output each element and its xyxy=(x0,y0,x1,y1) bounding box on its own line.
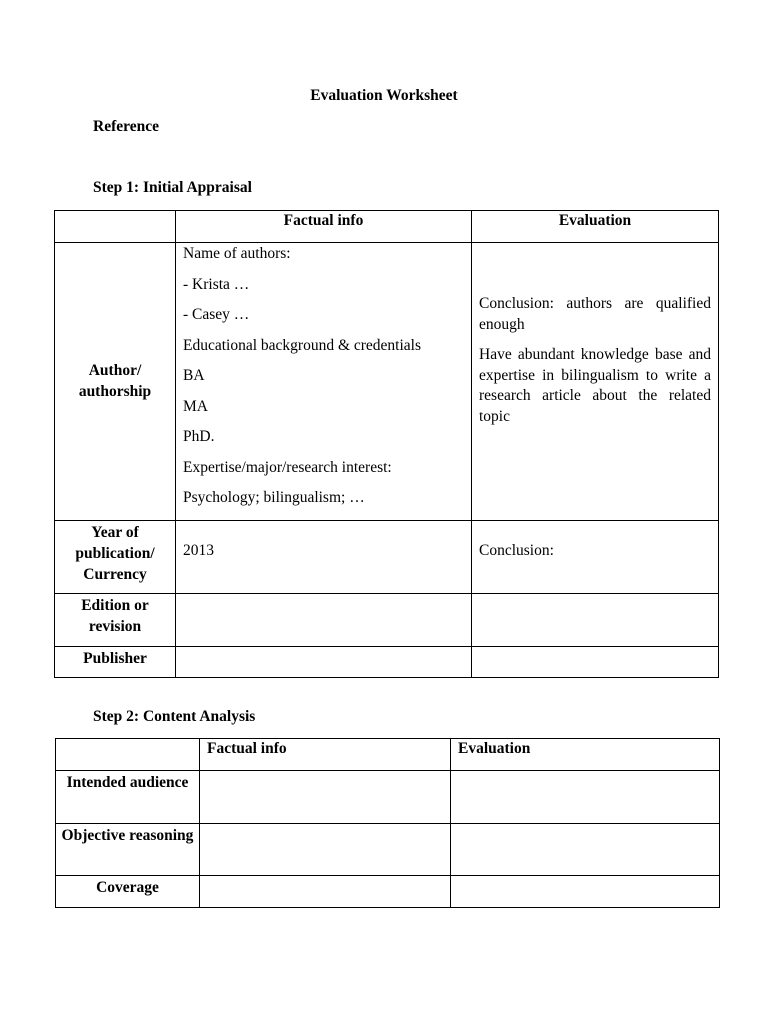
objective-reasoning-evaluation-cell[interactable] xyxy=(451,824,720,876)
author-factual-line: MA xyxy=(183,397,208,415)
header-empty-cell xyxy=(55,211,176,243)
header-factual-info: Factual info xyxy=(176,211,472,243)
header-evaluation: Evaluation xyxy=(451,739,720,771)
table-header-row xyxy=(55,211,719,243)
reference-label: Reference xyxy=(93,118,159,135)
author-factual-line: - Krista … xyxy=(183,275,250,293)
intended-audience-label: Intended audience xyxy=(56,771,200,824)
author-factual-line: Expertise/major/research interest: xyxy=(183,458,392,476)
author-row-label: Author/ authorship xyxy=(55,243,176,521)
author-evaluation-paragraph: Have abundant knowledge base and expertise in bilingualism to write a research article about the related topic xyxy=(479,346,711,425)
author-evaluation-paragraph: Conclusion: authors are qualified enough xyxy=(479,295,711,333)
coverage-factual-cell[interactable] xyxy=(200,876,451,908)
author-factual-cell[interactable] xyxy=(176,243,472,521)
year-row xyxy=(55,520,719,593)
intended-audience-factual-cell[interactable] xyxy=(200,771,451,824)
step2-heading: Step 2: Content Analysis xyxy=(93,708,256,725)
objective-reasoning-factual-cell[interactable] xyxy=(200,824,451,876)
author-factual-line: - Casey … xyxy=(183,306,250,323)
author-factual-line: Educational background & credentials xyxy=(183,336,422,354)
publisher-evaluation-cell[interactable] xyxy=(472,646,719,677)
header-evaluation: Evaluation xyxy=(472,211,719,243)
year-evaluation-cell[interactable]: Conclusion: xyxy=(472,520,719,593)
header-empty-cell xyxy=(56,739,200,771)
intended-audience-evaluation-cell[interactable] xyxy=(451,771,720,824)
author-factual-line: PhD. xyxy=(183,428,215,445)
step1-heading: Step 1: Initial Appraisal xyxy=(93,179,252,196)
document-title: Evaluation Worksheet xyxy=(310,87,458,104)
coverage-label: Coverage xyxy=(56,876,200,908)
initial-appraisal-table xyxy=(54,210,719,678)
author-factual-line: BA xyxy=(183,367,205,384)
intended-audience-row xyxy=(56,771,720,824)
author-row xyxy=(55,243,719,521)
author-factual-line: Psychology; bilingualism; … xyxy=(183,489,365,506)
year-row-label: Year of publication/ Currency xyxy=(55,520,176,593)
edition-row xyxy=(55,593,719,646)
objective-reasoning-label: Objective reasoning xyxy=(56,824,200,876)
publisher-factual-cell[interactable] xyxy=(176,646,472,677)
edition-evaluation-cell[interactable] xyxy=(472,593,719,646)
author-evaluation-cell[interactable] xyxy=(472,243,719,521)
header-factual-info: Factual info xyxy=(200,739,451,771)
content-analysis-table xyxy=(55,738,720,908)
objective-reasoning-row xyxy=(56,824,720,876)
table-header-row xyxy=(56,739,720,771)
coverage-row xyxy=(56,876,720,908)
publisher-row xyxy=(55,646,719,677)
edition-row-label: Edition or revision xyxy=(55,593,176,646)
publisher-row-label: Publisher xyxy=(55,646,176,677)
coverage-evaluation-cell[interactable] xyxy=(451,876,720,908)
author-factual-line: Name of authors: xyxy=(183,245,291,262)
edition-factual-cell[interactable] xyxy=(176,593,472,646)
year-factual-cell[interactable]: 2013 xyxy=(176,520,472,593)
